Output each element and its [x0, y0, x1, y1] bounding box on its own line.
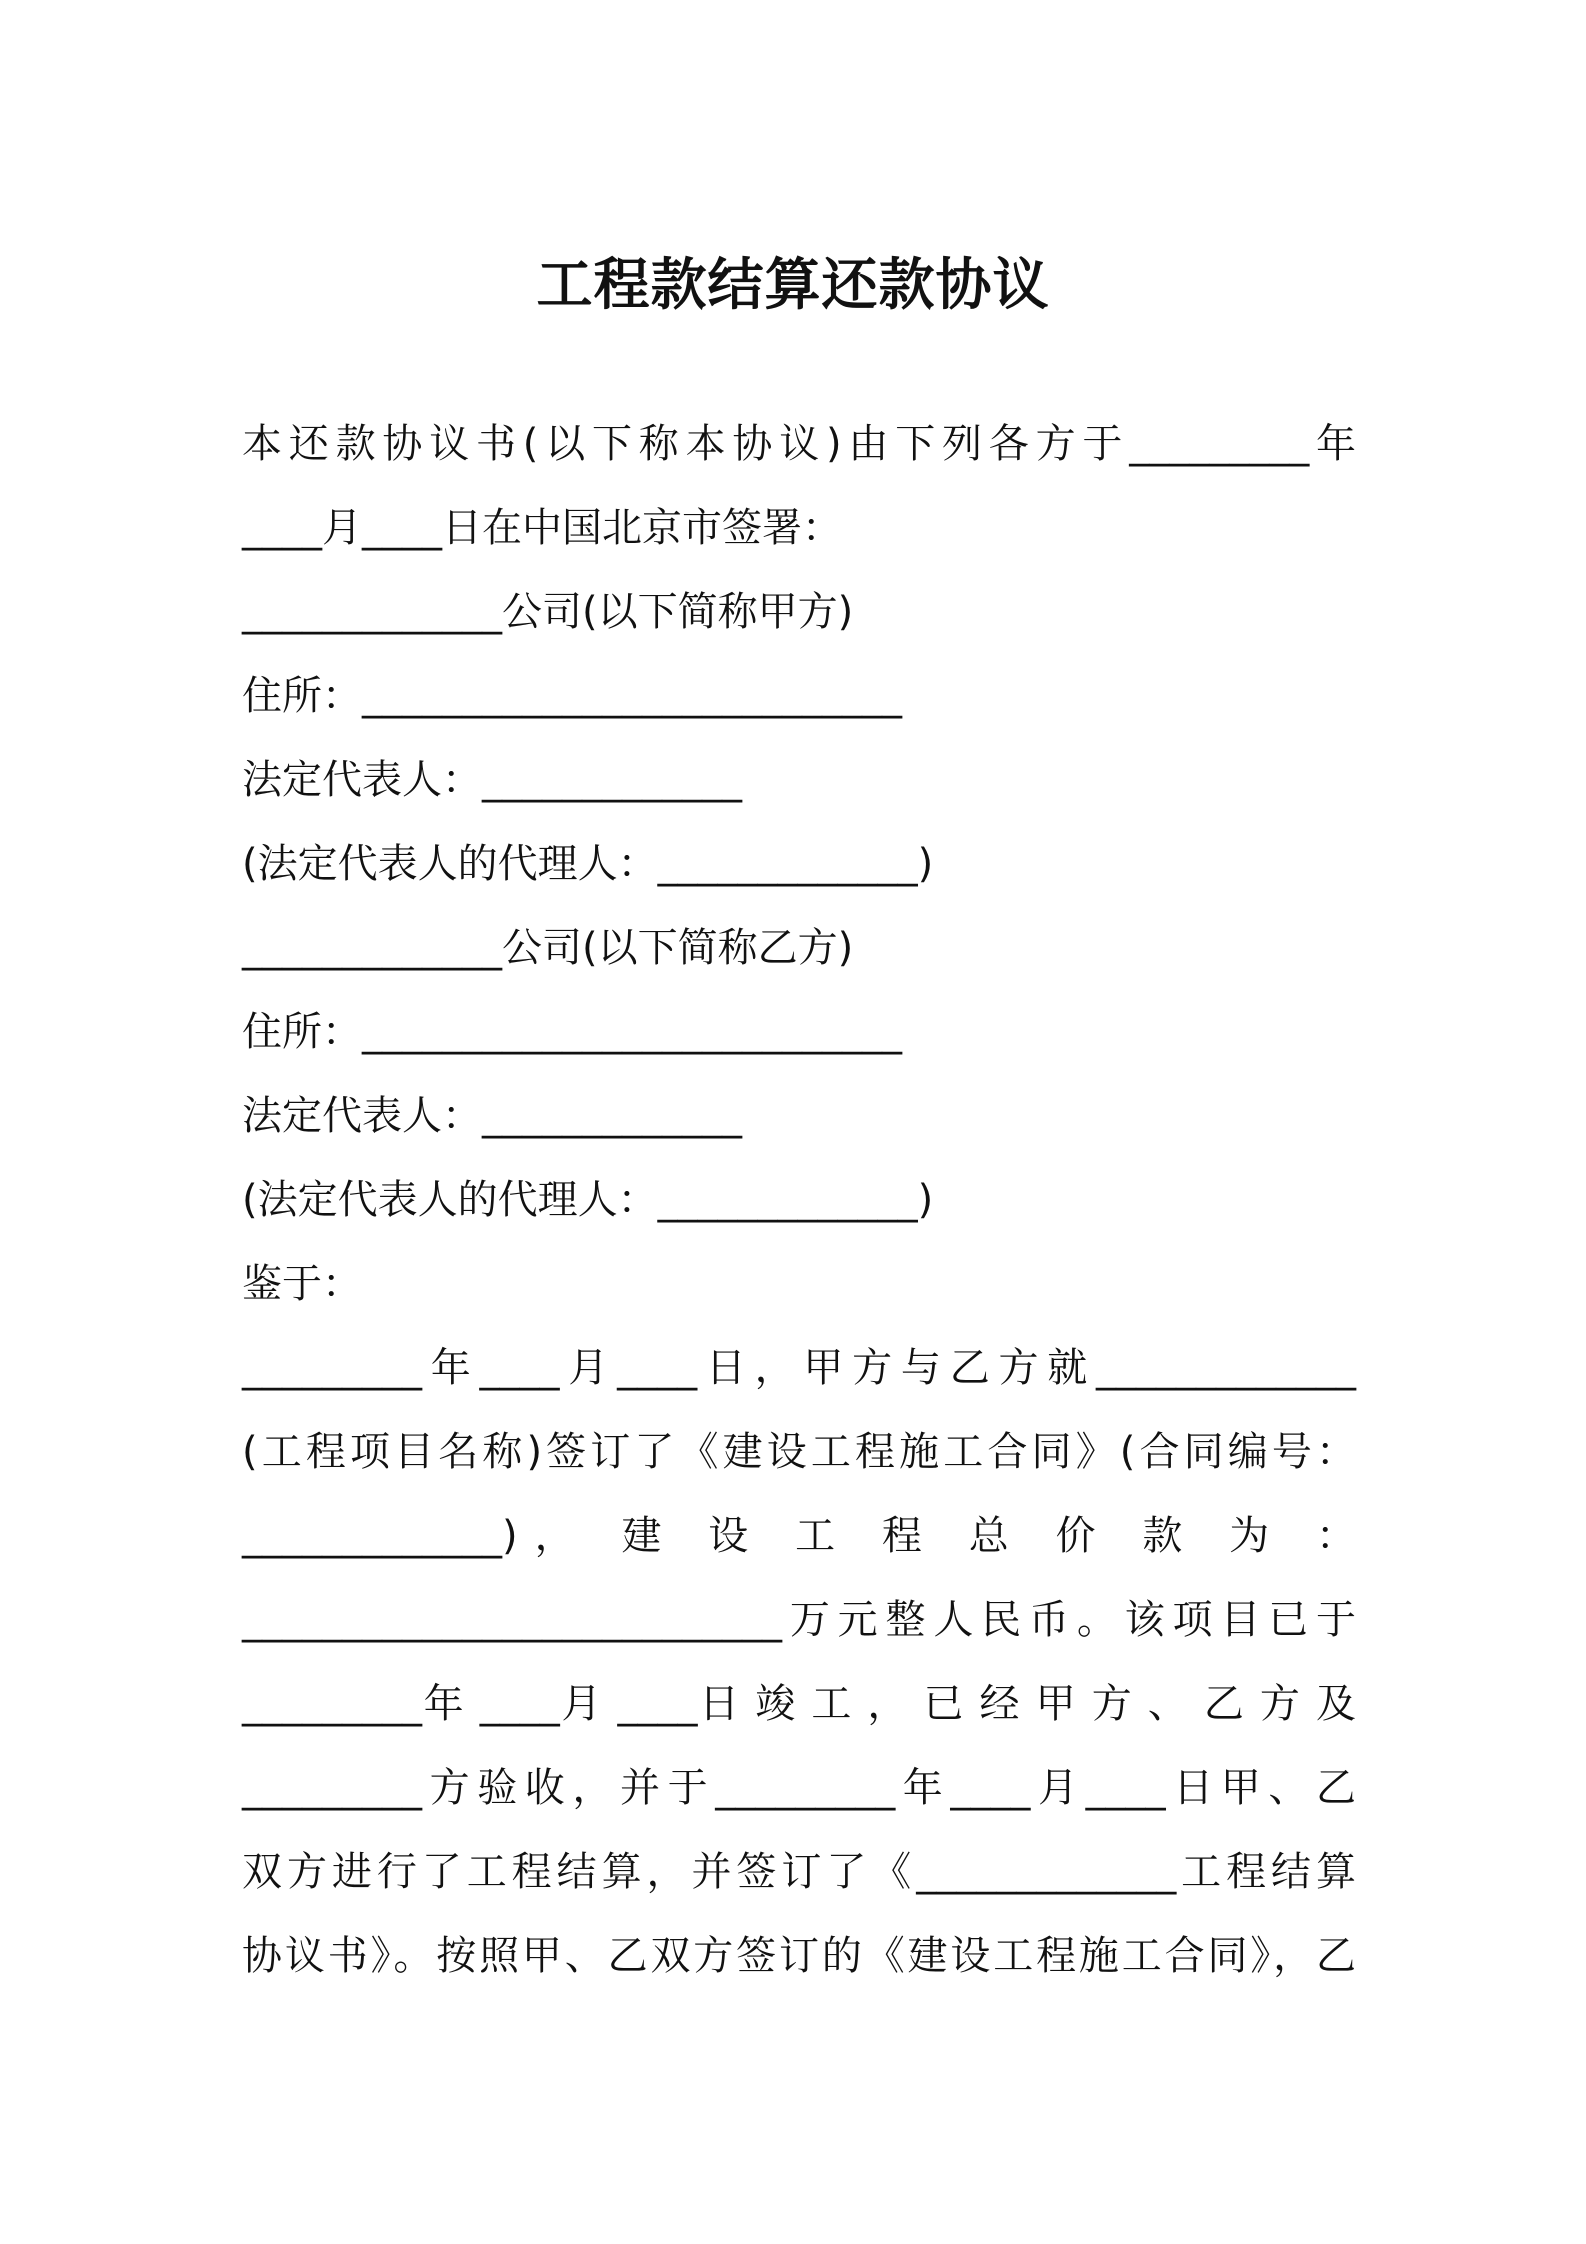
body-line-14: _____________)， 建 设 工 程 总 价 款 为 ： [242, 1513, 1356, 1559]
party-a-company-line: _____________公司(以下简称甲方) [242, 589, 854, 635]
body-line-2: ____月____日在中国北京市签署： [242, 505, 842, 551]
party-b-representative-line: 法定代表人：_____________ [242, 1093, 742, 1139]
body-line-12: _________年____月____日，甲方与乙方就_____________ [242, 1345, 1356, 1391]
whereas-heading: 鉴于： [242, 1261, 362, 1307]
body-line-18: 双方进行了工程结算，并签订了《_____________工程结算 [242, 1849, 1356, 1895]
party-a-address-line: 住所：___________________________ [242, 673, 902, 719]
party-a-agent-line: (法定代表人的代理人：_____________) [242, 841, 934, 887]
party-b-company-line: _____________公司(以下简称乙方) [242, 925, 854, 971]
party-b-agent-line: (法定代表人的代理人：_____________) [242, 1177, 934, 1223]
document-title: 工程款结算还款协议 [536, 253, 1050, 318]
party-b-address-line: 住所：___________________________ [242, 1009, 902, 1055]
body-line-17: _________方验收，并于_________年____月____日甲、乙 [242, 1765, 1356, 1811]
party-a-representative-line: 法定代表人：_____________ [242, 757, 742, 803]
body-line-16: _________年 ____月 ____日 竣 工 ， 已 经 甲 方 、 乙 方 及 [242, 1681, 1356, 1727]
body-line-15: ___________________________万元整人民币。该项目已于 [242, 1597, 1356, 1643]
body-line-19: 协议书》。按照甲、乙双方签订的《建设工程施工合同》，乙 [242, 1933, 1356, 1979]
body-line-1: 本还款协议书(以下称本协议)由下列各方于_________年 [242, 421, 1356, 467]
body-line-13: (工程项目名称)签订了《建设工程施工合同》(合同编号： [242, 1429, 1356, 1475]
